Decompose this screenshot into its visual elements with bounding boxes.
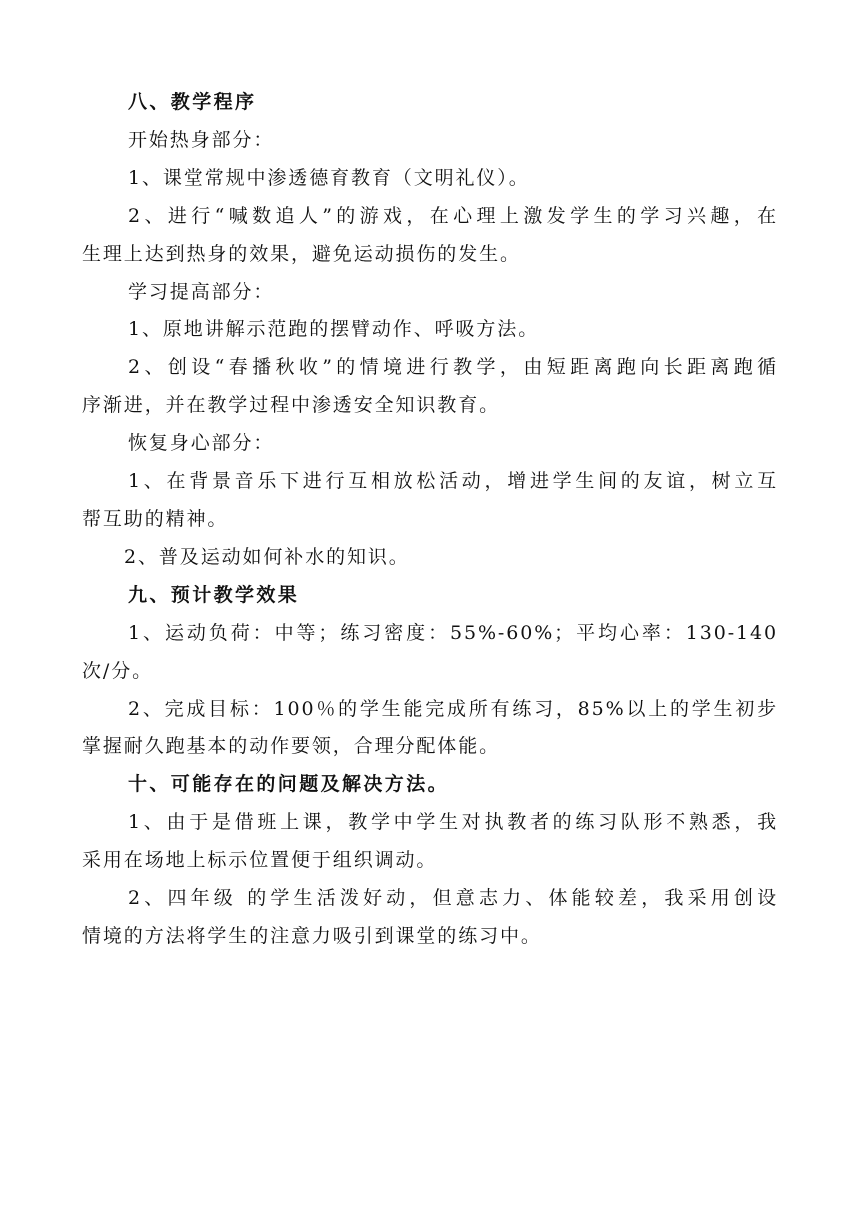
section-heading-8: 八、教学程序: [128, 91, 257, 113]
recovery-item-2: 2、普及运动如何补水的知识。: [124, 545, 410, 568]
problem-item-2-line-2: 情境的方法将学生的注意力吸引到课堂的练习中。: [82, 924, 542, 947]
warmup-item-2-line-1: 2、进行“喊数追人”的游戏，在心理上激发学生的学习兴趣，在: [128, 204, 778, 227]
warmup-item-1: 1、课堂常规中渗透德育教育（文明礼仪）。: [128, 166, 530, 189]
part-title-warmup: 开始热身部分：: [128, 128, 275, 151]
effect-item-2-line-2: 掌握耐久跑基本的动作要领，合理分配体能。: [82, 735, 501, 758]
effect-item-2-line-1: 2、完成目标：100％的学生能完成所有练习，85%以上的学生初步: [128, 697, 778, 720]
improve-item-2-line-2: 序渐进，并在教学过程中渗透安全知识教育。: [82, 394, 501, 417]
problem-item-1-line-1: 1、由于是借班上课，教学中学生对执教者的练习队形不熟悉，我: [128, 811, 778, 834]
document-body: [82, 84, 778, 956]
effect-item-1-line-2: 次/分。: [82, 659, 154, 682]
warmup-item-2-line-2: 生理上达到热身的效果，避免运动损伤的发生。: [82, 242, 521, 265]
section-heading-9: 九、预计教学效果: [128, 583, 300, 606]
recovery-item-1-line-1: 1、在背景音乐下进行互相放松活动，增进学生间的友谊，树立互: [128, 470, 778, 493]
effect-item-1-line-1: 1、运动负荷：中等；练习密度：55%-60%；平均心率：130-140: [128, 621, 778, 644]
recovery-item-1-line-2: 帮互助的精神。: [82, 507, 229, 530]
problem-item-2-line-1: 2、四年级 的学生活泼好动，但意志力、体能较差，我采用创设: [128, 887, 778, 910]
problem-item-1-line-2: 采用在场地上标示位置便于组织调动。: [82, 849, 438, 872]
part-title-improve: 学习提高部分：: [128, 280, 275, 303]
improve-item-2-line-1: 2、创设“春播秋收”的情境进行教学，由短距离跑向长距离跑循: [128, 356, 778, 379]
section-heading-10: 十、可能存在的问题及解决方法。: [128, 773, 450, 796]
improve-item-1: 1、原地讲解示范跑的摆臂动作、呼吸方法。: [128, 318, 540, 341]
part-title-recovery: 恢复身心部分：: [128, 432, 275, 455]
